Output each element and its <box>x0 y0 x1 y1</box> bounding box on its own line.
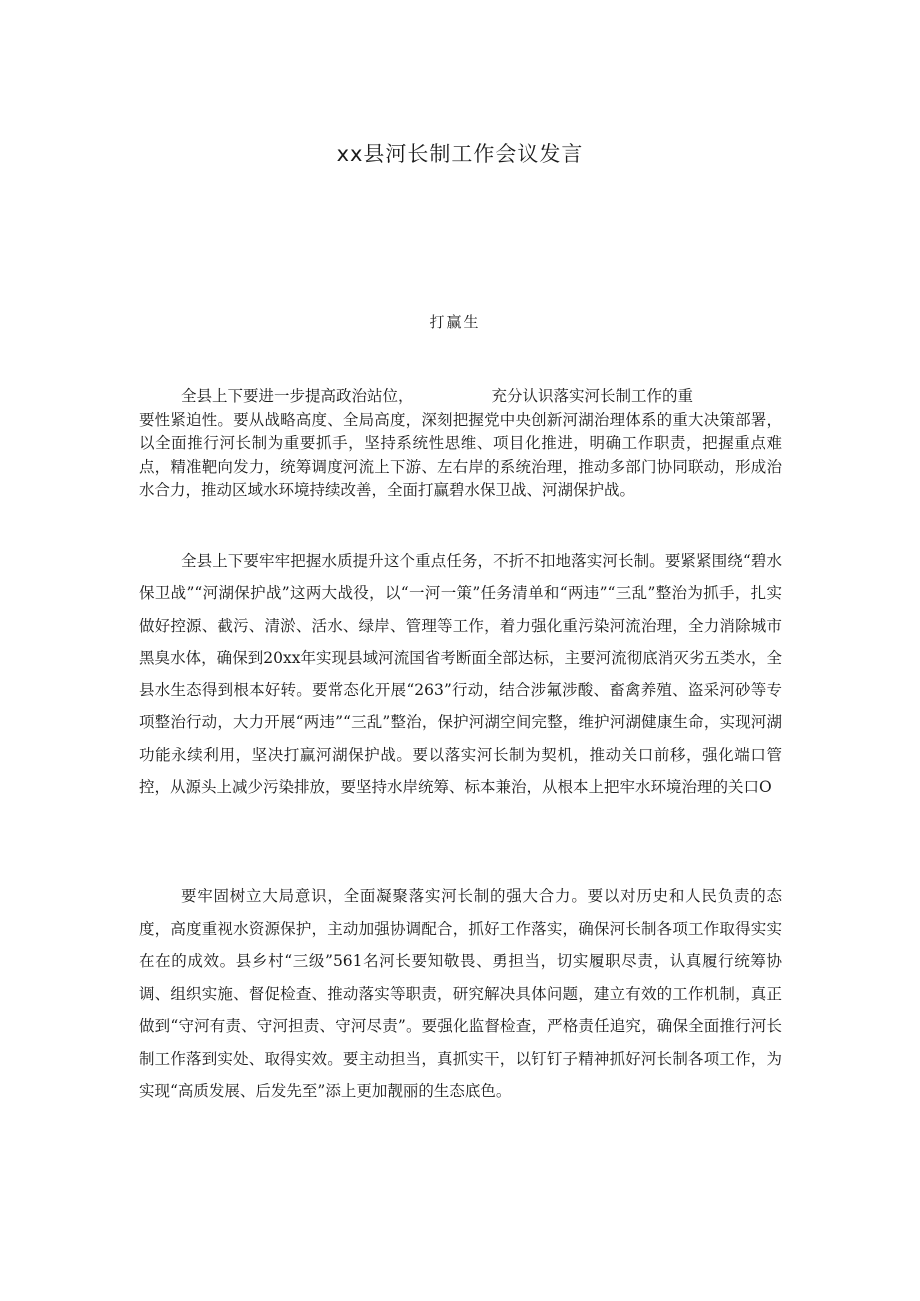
document-author: 打赢生 <box>429 313 481 331</box>
paragraph-3: 要牢固树立大局意识，全面凝聚落实河长制的强大合力。要以对历史和人民负责的态度，高度重视水资源保护，主动加强协调配合，抓好工作落实，确保河长制各项工作取得实实在在的成效。县乡村“三级”561名河长要知敬畏、勇担当，切实履职尽责，认真履行统筹协调、组织实施、督促检查、推动落实等职责，研究解决具体问题，建立有效的工作机制，真正做到“守河有责、守河担责、守河尽责”。要强化监督检查，严格责任追究，确保全面推行河长制工作落到实处、取得实效。要主动担当，真抓实干，以钉钉子精神抓好河长制各项工作，为实现“高质发展、后发先至”添上更加靓丽的生态底色。 <box>139 887 782 1100</box>
paragraph-1-lead-rest: 充分认识落实河长制工作的重 <box>491 387 694 405</box>
paragraph-2: 全县上下要牢牢把握水质提升这个重点任务，不折不扣地落实河长制。要紧紧围绕“碧水保卫战”“河湖保护战”这两大战役，以“一河一策”任务清单和“两违”“三乱”整治为抓手，扎实做好控源、截污、清淤、活水、绿岸、管理等工作，着力强化重污染河流治理，全力消除城市黑臭水体，确保到20xx年实现县域河流国省考断面全部达标，主要河流彻底消灭劣五类水，全县水生态得到根本好转。要常态化开展“263”行动，结合涉氟涉酸、畜禽养殖、盗采河砂等专项整治行动，大力开展“两违”“三乱”整治，保护河湖空间完整，维护河湖健康生命，实现河湖功能永续利用，坚决打赢河湖保护战。要以落实河长制为契机，推动关口前移，强化端口管控，从源头上减少污染排放，要坚持水岸统筹、标本兼治，从根本上把牢水环境治理的关口O <box>139 552 782 797</box>
document-title: xx县河长制工作会议发言 <box>336 142 584 166</box>
paragraph-1 <box>139 385 782 503</box>
paragraph-1-lead: 全县上下要进一步提高政治站位， <box>181 387 414 405</box>
paragraph-1-body: 要性紧迫性。要从战略高度、全局高度，深刻把握党中央创新河湖治理体系的重大决策部署，以全面推行河长制为重要抓手，坚持系统性思维、项目化推进，明确工作职责，把握重点难点，精准靶向发力，统筹调度河流上下游、左右岸的系统治理，推动多部门协同联动，形成治水合力，推动区域水环境持续改善，全面打赢碧水保卫战、河湖保护战。 <box>139 410 782 499</box>
paragraph-1-first-line <box>139 385 782 409</box>
